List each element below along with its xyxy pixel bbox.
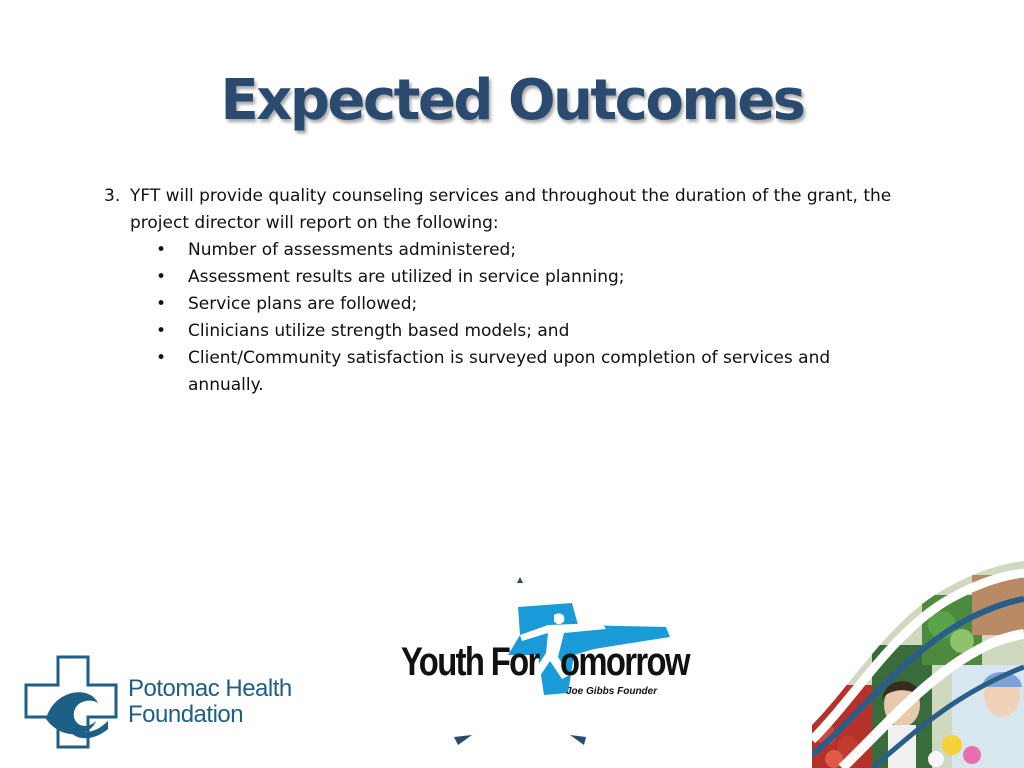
slide-body (104, 183, 904, 399)
item-text: YFT will provide quality counseling services and throughout the duration of the grant, the project director will report on the following: (130, 186, 892, 233)
bullet-item: • Assessment results are utilized in service planning; (156, 267, 625, 287)
bullet-item: • Clinicians utilize strength based models; and (156, 321, 570, 341)
numbered-item (104, 183, 904, 237)
bullet-item: • Service plans are followed; (156, 294, 418, 314)
item-number: 3. (104, 186, 121, 206)
slide-title: Expected Outcomes (220, 68, 804, 133)
bullet-list (104, 237, 904, 399)
photo-collage-wave-icon (812, 555, 1024, 768)
bullet-item: • Number of assessments administered; (156, 240, 517, 260)
bullet-item: • Client/Community satisfaction is surveyed upon completion of services and annually. (156, 348, 831, 395)
yft-tagline: Joe Gibbs Founder (566, 686, 658, 697)
yft-logo-text: Youth For omorrow (401, 640, 689, 684)
potomac-logo-text: Potomac Health Foundation (128, 675, 292, 728)
